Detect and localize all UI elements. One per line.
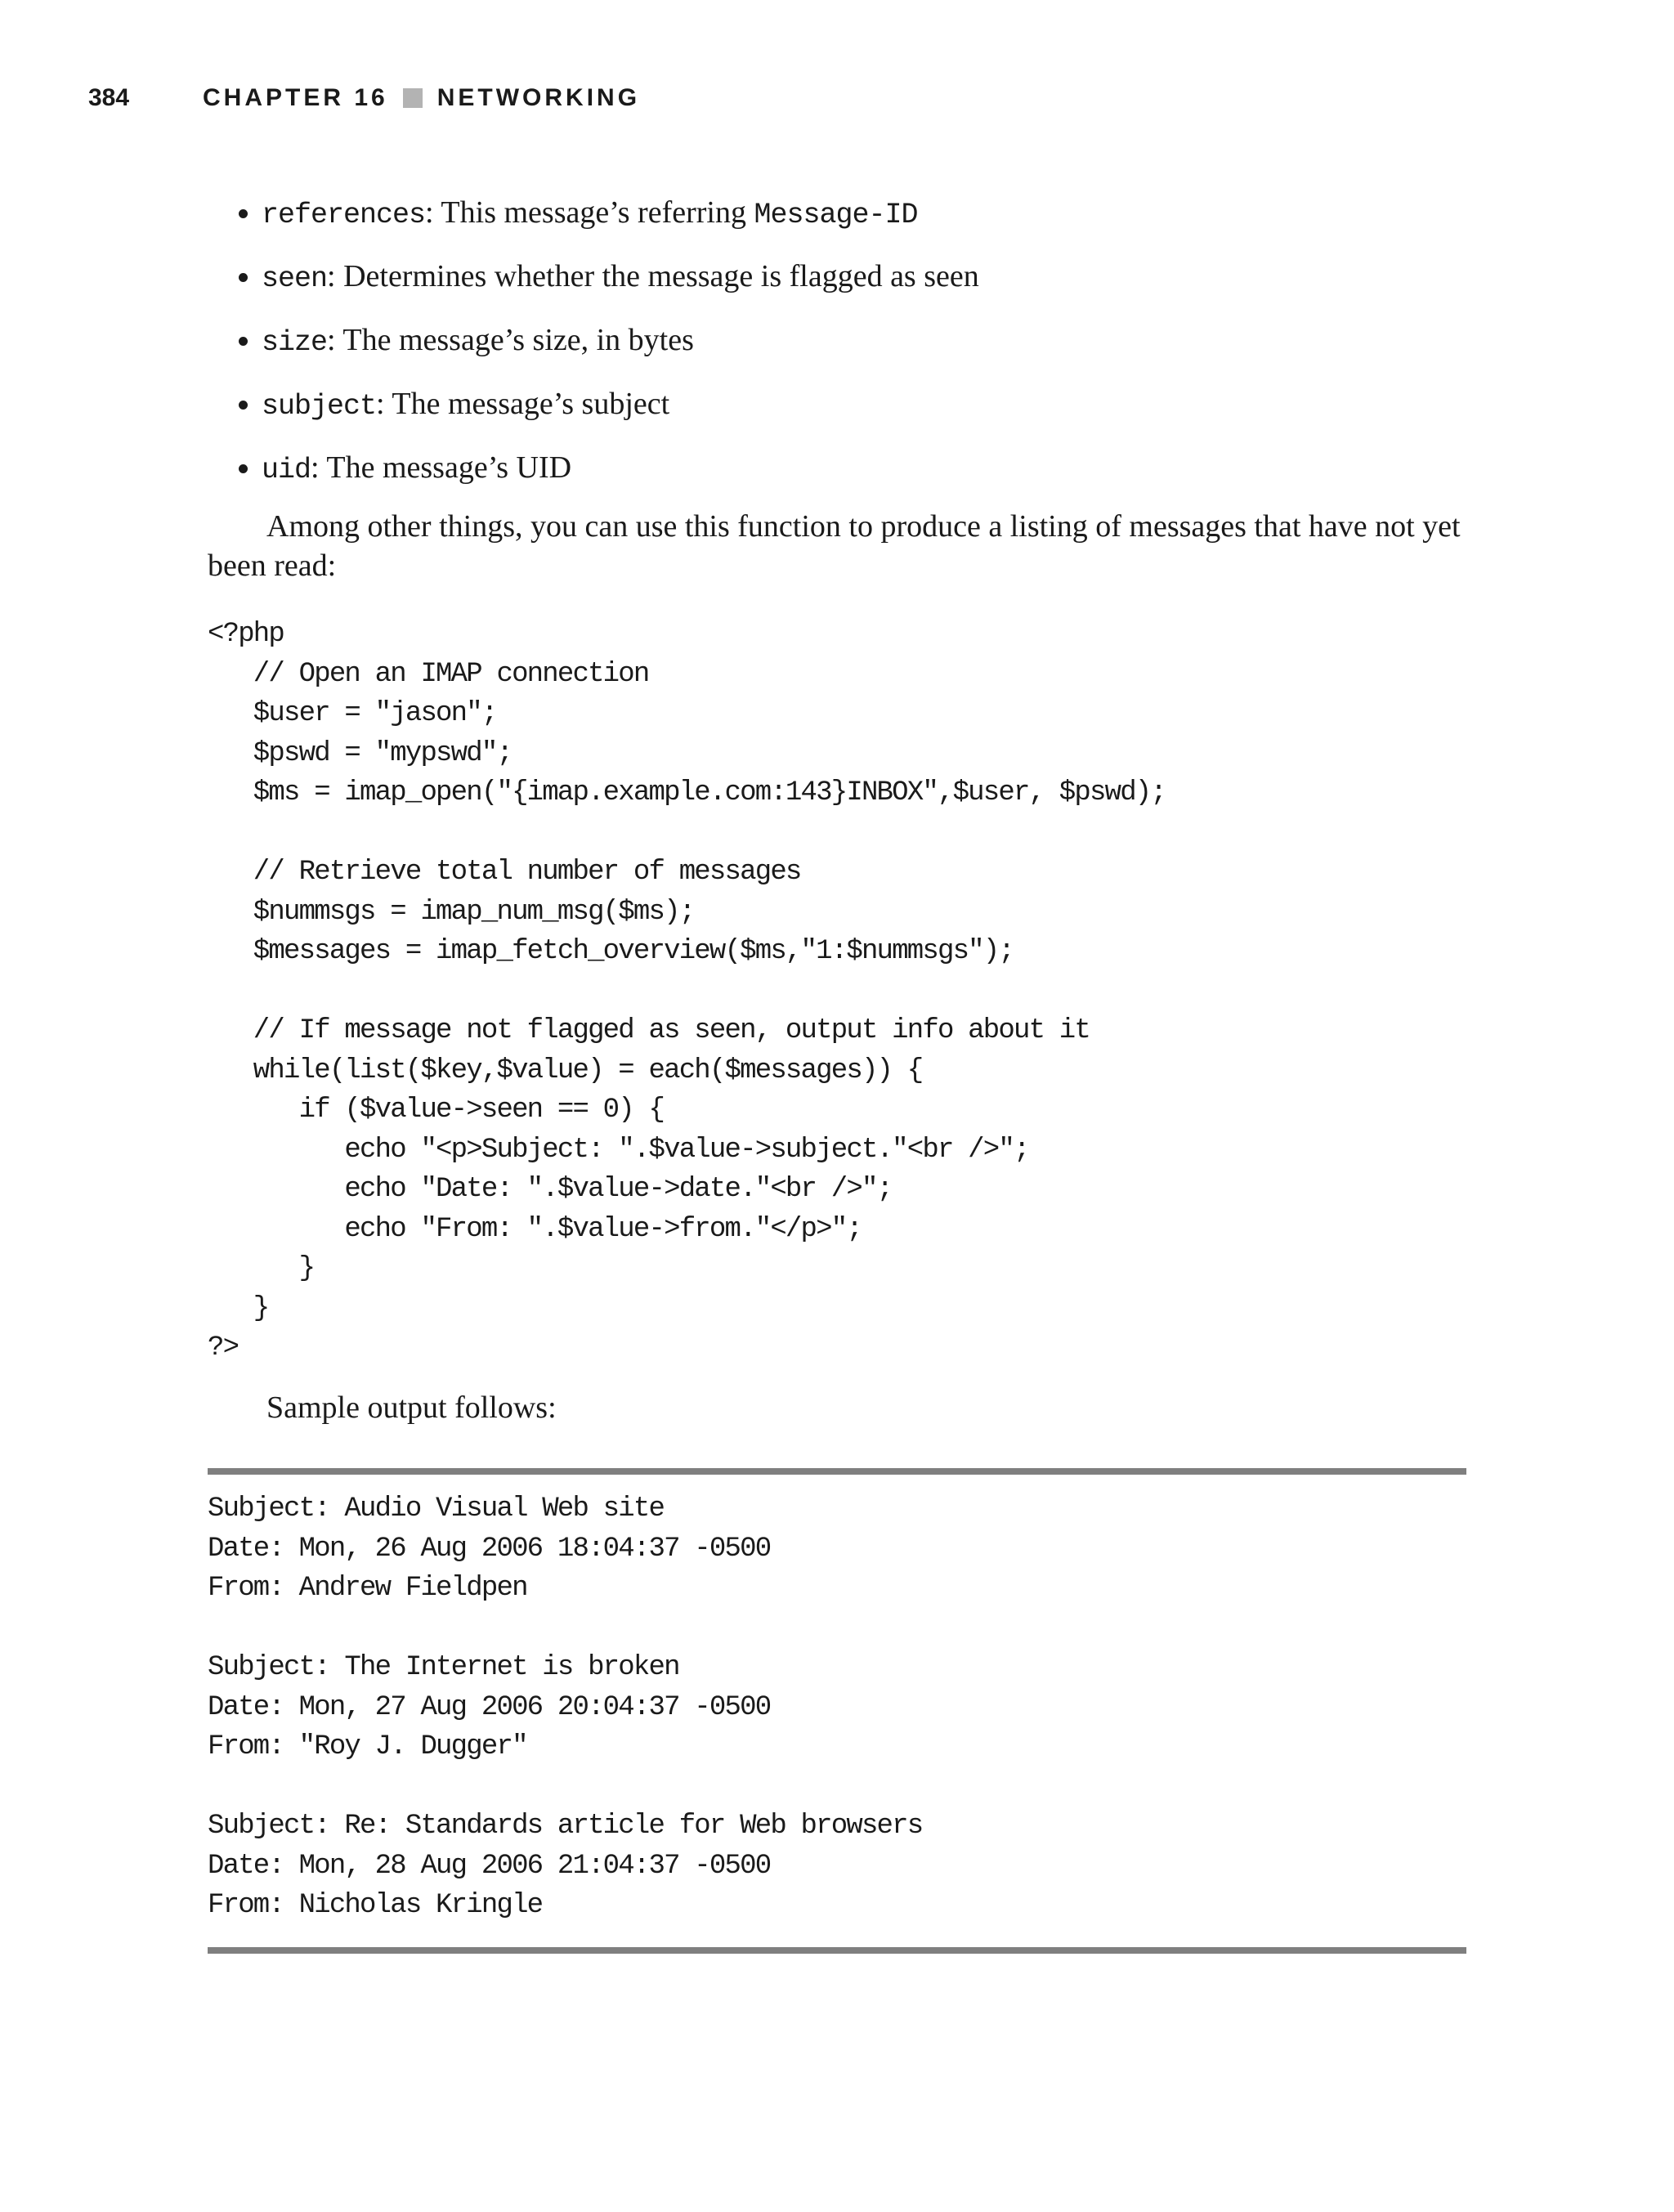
intro-paragraph-text: Among other things, you can use this function to produce a listing of messages that have not yet been read: — [208, 509, 1461, 583]
sample-output: Subject: Audio Visual Web site Date: Mon, 26 Aug 2006 18:04:37 -0500 From: Andrew Fieldpen Subject: The Internet is broken Date: Mon, 27 Aug 2006 20:04:37 -0500 From: "Roy J. Dugger" Subject: Re: Standards article for Web browsers Date: Mon, 28 Aug 2006 21:04:37 -0500 From: Nicholas Kringle — [208, 1493, 923, 1921]
field-description: : The message’s subject — [376, 387, 670, 421]
header-square-ornament — [403, 88, 423, 108]
bullet-icon — [239, 401, 248, 410]
field-description: : This message’s referring — [425, 195, 754, 230]
field-description: : The message’s size, in bytes — [327, 323, 694, 357]
field-term: seen — [262, 262, 328, 295]
list-item — [262, 381, 979, 445]
list-item — [262, 317, 979, 381]
running-header — [88, 82, 640, 114]
list-item — [262, 253, 979, 317]
field-term: uid — [262, 454, 311, 486]
page-number: 384 — [88, 84, 130, 111]
bullet-icon — [239, 209, 248, 218]
field-description: : Determines whether the message is flagged as seen — [327, 259, 979, 293]
code-listing: <?php // Open an IMAP connection $user = "jason"; $pswd = "mypswd"; $ms = imap_open("{imap.example.com:143}INBOX",$user, $pswd); // Retrieve total number of messages $nummsgs = imap_num_msg($ms); $messages = imap_fetch_overview($ms,"1:$nummsgs"); // If message not flagged as seen, output info about it while(list($key,$value) = each($messages)) { if ($value->seen == 0) { echo "<p>Subject: ".$value->subject."<br />"; echo "Date: ".$value->date."<br />"; echo "From: ".$value->from."</p>"; } } ?> — [208, 619, 1166, 1363]
output-top-rule — [208, 1468, 1466, 1475]
intro-paragraph — [208, 507, 1466, 585]
field-term: subject — [262, 390, 377, 423]
list-item — [262, 190, 979, 253]
sample-paragraph — [208, 1388, 1466, 1427]
bullet-icon — [239, 337, 248, 346]
field-term-secondary: Message-ID — [754, 199, 918, 231]
chapter-label: CHAPTER 16 — [203, 84, 388, 111]
bullet-icon — [239, 273, 248, 282]
bullet-icon — [239, 464, 248, 473]
sample-paragraph-text: Sample output follows: — [266, 1390, 557, 1425]
list-item — [262, 445, 979, 508]
field-term: references — [262, 199, 426, 231]
section-label: NETWORKING — [436, 84, 641, 111]
field-list — [262, 190, 979, 508]
output-bottom-rule — [208, 1947, 1466, 1954]
field-description: : The message’s UID — [311, 450, 572, 485]
field-term: size — [262, 326, 328, 359]
